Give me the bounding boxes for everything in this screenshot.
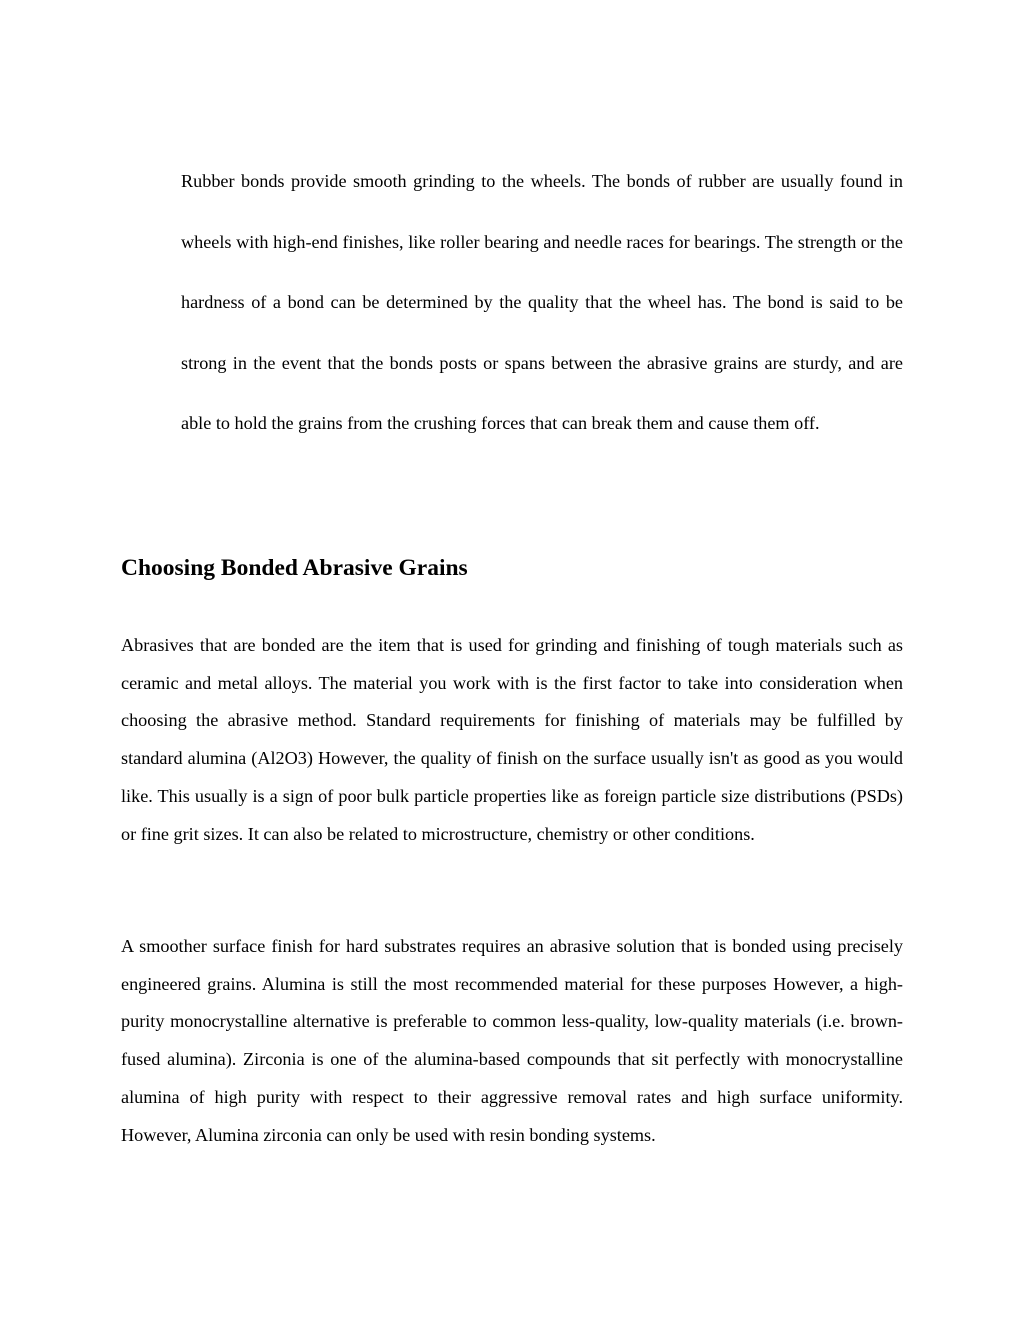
- paragraph-rubber-bonds: Rubber bonds provide smooth grinding to the wheels. The bonds of rubber are usually found in wheels with high-end finishes, like roller bearing and needle races for bearings. The strength or the hardness of a bond can be determined by the quality that the wheel has. The bond is said to be strong in the event that the bonds posts or spans between the abrasive grains are sturdy, and are able to hold the grains from the crushing forces that can break them and cause them off.: [181, 171, 903, 433]
- paragraph-smoother-finish: A smoother surface finish for hard substrates requires an abrasive solution that is bonded using precisely engineered grains. Alumina is still the most recommended material for these purposes However, a high-purity monocrystalline alternative is preferable to common less-quality, low-quality materials (i.e. brown-fused alumina). Zirconia is one of the alumina-based compounds that sit perfectly with monocrystalline alumina of high purity with respect to their aggressive removal rates and high surface uniformity. However, Alumina zirconia can only be used with resin bonding systems.: [121, 936, 903, 1145]
- section-heading: Choosing Bonded Abrasive Grains: [121, 555, 468, 581]
- paragraph-bonded-abrasives: Abrasives that are bonded are the item that is used for grinding and finishing of tough materials such as ceramic and metal alloys. The material you work with is the first factor to take into consideration when choosing the abrasive method. Standard requirements for finishing of materials may be fulfilled by standard alumina (Al2O3) However, the quality of finish on the surface usually isn't as good as you would like. This usually is a sign of poor bulk particle properties like as foreign particle size distributions (PSDs) or fine grit sizes. It can also be related to microstructure, chemistry or other conditions.: [121, 635, 903, 844]
